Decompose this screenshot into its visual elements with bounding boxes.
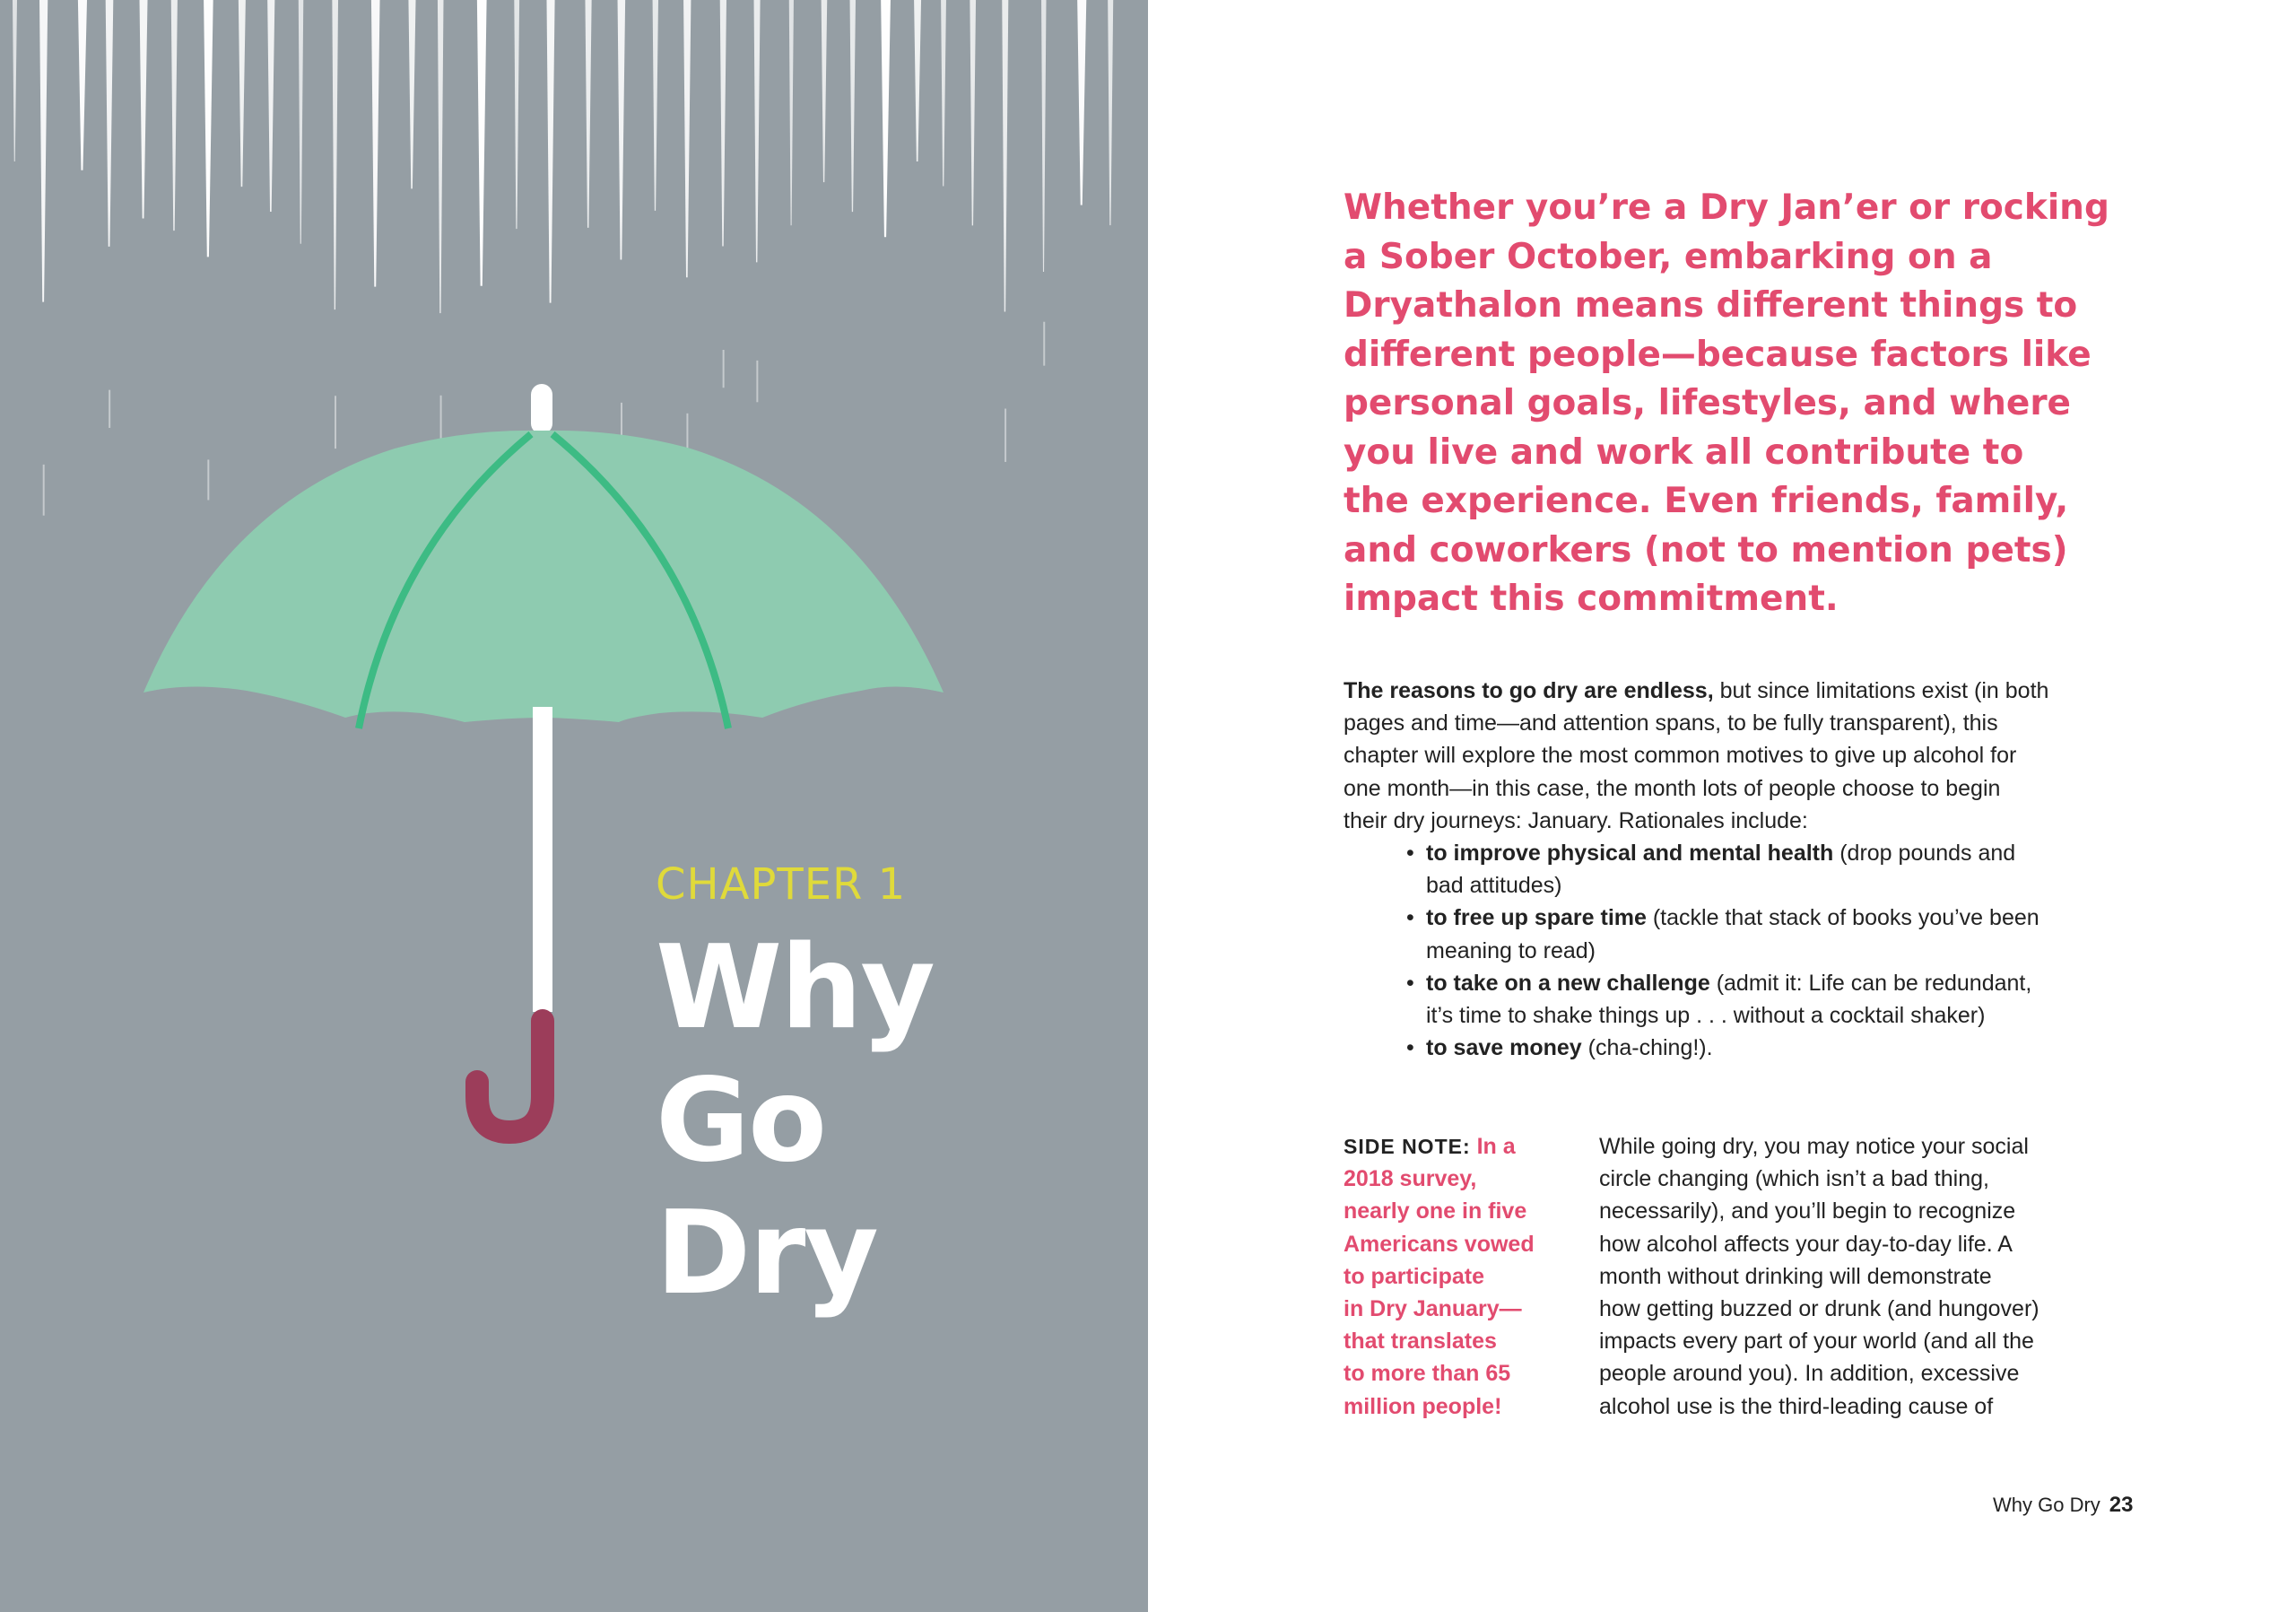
rain-streak — [13, 0, 17, 161]
lead-line: impact this commitment. — [1344, 579, 1839, 619]
side-note-line: that translates — [1344, 1329, 1497, 1355]
umbrella-canopy — [144, 431, 944, 722]
rain-streak — [881, 0, 891, 237]
lead-line: the experience. Even friends, family, — [1344, 481, 2069, 521]
rain-streak — [1002, 0, 1008, 311]
column-line: necessarily), and you’ll begin to recognize — [1599, 1198, 2016, 1224]
bullet-line — [1426, 967, 2178, 999]
rain-streak — [1108, 0, 1113, 225]
rain-drop — [1043, 322, 1045, 366]
rain-streak — [267, 0, 274, 212]
bullet-line — [1426, 902, 2178, 934]
list-item — [1406, 902, 2178, 966]
column-line: While going dry, you may notice your social — [1599, 1134, 2029, 1159]
bullet-rest: (cha-ching!). — [1581, 1035, 1713, 1061]
chapter-title-line: Why — [656, 921, 934, 1055]
rain-drop — [109, 390, 110, 428]
list-item — [1406, 837, 2178, 902]
rain-streak — [754, 0, 761, 262]
side-note-line: million people! — [1344, 1393, 1502, 1419]
rain-drop — [335, 396, 336, 449]
chapter-title — [656, 922, 934, 1320]
list-item — [1406, 967, 2178, 1032]
rain-streak — [171, 0, 178, 231]
bullet-cont: bad attitudes) — [1426, 873, 1562, 899]
column-line: circle changing (which isn’t a bad thing, — [1599, 1166, 1989, 1192]
column-line: month without drinking will demonstrate — [1599, 1263, 1992, 1289]
column-line: people around you). In addition, excessive — [1599, 1361, 2020, 1387]
bullet-icon: • — [1406, 905, 1414, 931]
main-column-paragraph — [1599, 1130, 2119, 1423]
rain-streak — [1041, 0, 1046, 272]
bullet-bold: to improve physical and mental health — [1426, 841, 1834, 866]
bullet-icon: • — [1406, 841, 1414, 866]
right-page — [1148, 0, 2296, 1612]
rain-streak — [720, 0, 726, 247]
rain-streak — [39, 0, 48, 302]
side-note — [1344, 1130, 1577, 1423]
umbrella-handle — [477, 1021, 543, 1132]
bullet-cont: meaning to read) — [1426, 937, 1596, 963]
chapter-label: CHAPTER 1 — [656, 859, 907, 910]
lead-line: different people—because factors like — [1344, 334, 2092, 375]
column-line: how alcohol affects your day-to-day life. A — [1599, 1231, 2013, 1257]
rain-streak — [239, 0, 246, 187]
lead-line: Whether you’re a Dry Jan’er or rocking — [1344, 187, 2109, 228]
intro-bold: The reasons to go dry are endless, — [1344, 678, 1714, 703]
rain-streak — [618, 0, 626, 260]
rain-streak — [970, 0, 976, 225]
list-item — [1406, 1032, 2178, 1064]
rain-streak — [941, 0, 946, 187]
side-note-line: nearly one in five — [1344, 1198, 1527, 1224]
side-note-line: Americans vowed — [1344, 1231, 1535, 1257]
bullet-bold: to take on a new challenge — [1426, 970, 1710, 996]
bullet-rest: (admit it: Life can be redundant, — [1709, 970, 2032, 996]
rain-streak — [299, 0, 303, 244]
rain-drop — [43, 465, 45, 516]
rain-streak — [585, 0, 591, 228]
bullet-icon: • — [1406, 1035, 1414, 1061]
rain-streak — [683, 0, 691, 277]
intro-line: their dry journeys: January. Rationales include: — [1344, 807, 1808, 833]
rationale-list — [1406, 837, 2178, 1064]
rain-streak — [332, 0, 338, 309]
side-note-label: SIDE NOTE: — [1344, 1135, 1471, 1158]
page-number: 23 — [2109, 1493, 2134, 1517]
lead-line: you live and work all contribute to — [1344, 431, 2024, 473]
intro-line — [1344, 675, 2169, 707]
lead-line: personal goals, lifestyles, and where — [1344, 383, 2072, 423]
bullet-rest: (tackle that stack of books you’ve been — [1646, 905, 2039, 931]
column-line: impacts every part of your world (and all the — [1599, 1329, 2034, 1355]
intro-rest: but since limitations exist (in both — [1713, 678, 2049, 703]
rain-streak — [914, 0, 921, 161]
chapter-title-line: Dry — [656, 1187, 877, 1320]
rain-streak — [140, 0, 148, 219]
rain-streak — [78, 0, 87, 170]
intro-line: chapter will explore the most common motives to give up alcohol for — [1344, 743, 2017, 769]
rain-streak — [514, 0, 519, 229]
lead-line: Dryathalon means different things to — [1344, 285, 2078, 326]
lead-paragraph — [1344, 184, 2115, 624]
side-note-line: to participate — [1344, 1263, 1484, 1289]
rain-streak — [408, 0, 415, 188]
bullet-line — [1426, 837, 2178, 869]
page-footer — [1993, 1493, 2134, 1518]
rain-drop — [207, 459, 209, 500]
chapter-title-line: Go — [656, 1054, 825, 1188]
rain-drop — [756, 361, 758, 402]
rain-streak — [653, 0, 658, 211]
rain-streak — [371, 0, 380, 287]
intro-paragraph — [1344, 675, 2169, 837]
rain-streak — [546, 0, 554, 303]
column-line: how getting buzzed or drunk (and hungover) — [1599, 1296, 2039, 1322]
bullet-line — [1426, 1032, 2178, 1064]
bullet-rest: (drop pounds and — [1833, 841, 2016, 866]
bullet-cont: it’s time to shake things up . . . without a cocktail shaker) — [1426, 1003, 1986, 1029]
side-note-line: in Dry January— — [1344, 1296, 1522, 1322]
lead-line: a Sober October, embarking on a — [1344, 236, 1993, 277]
rain-streak — [850, 0, 856, 212]
bullet-icon: • — [1406, 970, 1414, 996]
side-note-line — [1344, 1130, 1577, 1163]
rain-streak — [204, 0, 213, 257]
side-note-line: to more than 65 — [1344, 1361, 1511, 1387]
rain-streak — [438, 0, 444, 313]
rain-streak — [106, 0, 114, 247]
rain-streak — [1077, 0, 1086, 205]
intro-line: one month—in this case, the month lots of people choose to begin — [1344, 775, 2001, 801]
umbrella-tip — [531, 384, 552, 434]
rain-drop — [1004, 409, 1006, 462]
running-head: Why Go Dry — [1993, 1494, 2100, 1516]
rain-streak — [477, 0, 487, 286]
bullet-bold: to free up spare time — [1426, 905, 1647, 931]
bullet-bold: to save money — [1426, 1035, 1582, 1061]
rain-drop — [723, 350, 725, 388]
lead-line: and coworkers (not to mention pets) — [1344, 529, 2068, 571]
rain-streak — [822, 0, 828, 182]
column-line: alcohol use is the third-leading cause of — [1599, 1393, 1994, 1419]
side-note-line: 2018 survey, — [1344, 1166, 1477, 1192]
rain-streak — [789, 0, 794, 225]
umbrella-shaft — [533, 707, 552, 1012]
intro-line: pages and time—and attention spans, to be fully transparent), this — [1344, 710, 1998, 736]
side-note-first: In a — [1470, 1134, 1516, 1159]
